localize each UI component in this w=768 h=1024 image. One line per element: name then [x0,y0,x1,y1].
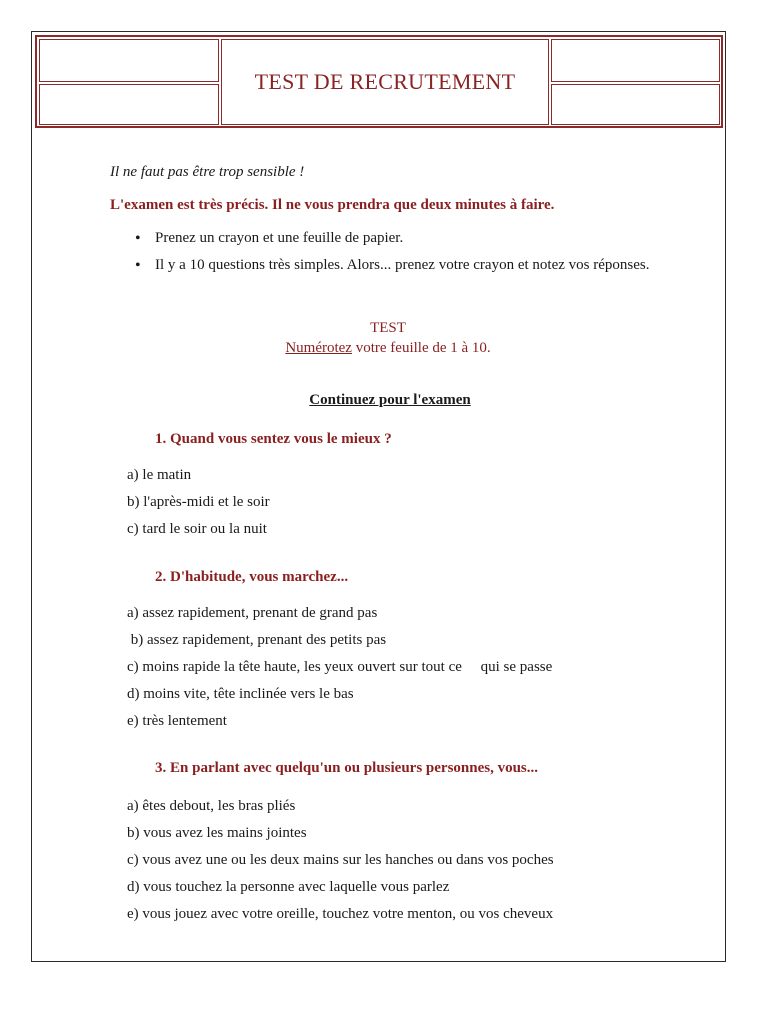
answer-option: a) le matin [127,467,192,483]
header-cell-left-bottom [39,84,219,125]
answer-option: b) vous avez les mains jointes [127,825,307,841]
question-label: 1. Quand vous sentez vous le mieux ? [155,431,392,447]
header-cell-right-top [551,39,720,82]
test-instruction [106,338,670,358]
answer-list [127,462,670,543]
answer-option: d) moins vite, tête inclinée vers le bas [127,686,354,702]
test-instruction-rest: votre feuille de 1 à 10. [351,340,491,356]
answer-option: c) vous avez une ou les deux mains sur les hanches ou dans vos poches [127,852,554,868]
answer-option: e) vous jouez avec votre oreille, touchez votre menton, ou vos cheveux [127,906,554,922]
header-table [35,35,723,128]
answer-option: a) êtes debout, les bras pliés [127,798,296,814]
answer-option: b) assez rapidement, prenant des petits pas [127,632,387,648]
answer-list [127,600,670,735]
questions-section [110,431,670,928]
answer-option: e) très lentement [127,713,227,729]
test-heading: TEST [370,320,406,336]
instruction-item: • Il y a 10 questions très simples. Alors... prenez votre crayon et notez vos réponses. [135,255,670,276]
answer-list [127,793,670,928]
question-label: 2. D'habitude, vous marchez... [155,569,349,585]
continue-heading: Continuez pour l'examen [309,392,471,408]
intro-italic-line: Il ne faut pas être trop sensible ! [110,164,305,180]
header-cell-left-top [39,39,219,82]
document-body [110,164,670,928]
numerotez-word: Numérotez [285,340,352,356]
answer-option: c) moins rapide la tête haute, les yeux ouvert sur tout ce qui se passe [127,659,553,675]
instruction-item: • Prenez un crayon et une feuille de papier. [135,228,670,249]
answer-option: d) vous touchez la personne avec laquelle vous parlez [127,879,450,895]
header-cell-title [221,39,549,125]
answer-option: c) tard le soir ou la nuit [127,521,267,537]
answer-option: a) assez rapidement, prenant de grand pas [127,605,378,621]
document-title: TEST DE RECRUTEMENT [254,69,516,94]
question-label: 3. En parlant avec quelqu'un ou plusieurs personnes, vous... [155,760,539,776]
answer-option: b) l'après-midi et le soir [127,494,270,510]
test-heading-block [106,318,670,358]
intro-bold-line: L'examen est très précis. Il ne vous prendra que deux minutes à faire. [110,197,555,213]
header-cell-right-bottom [551,84,720,125]
instructions-list [110,228,670,276]
